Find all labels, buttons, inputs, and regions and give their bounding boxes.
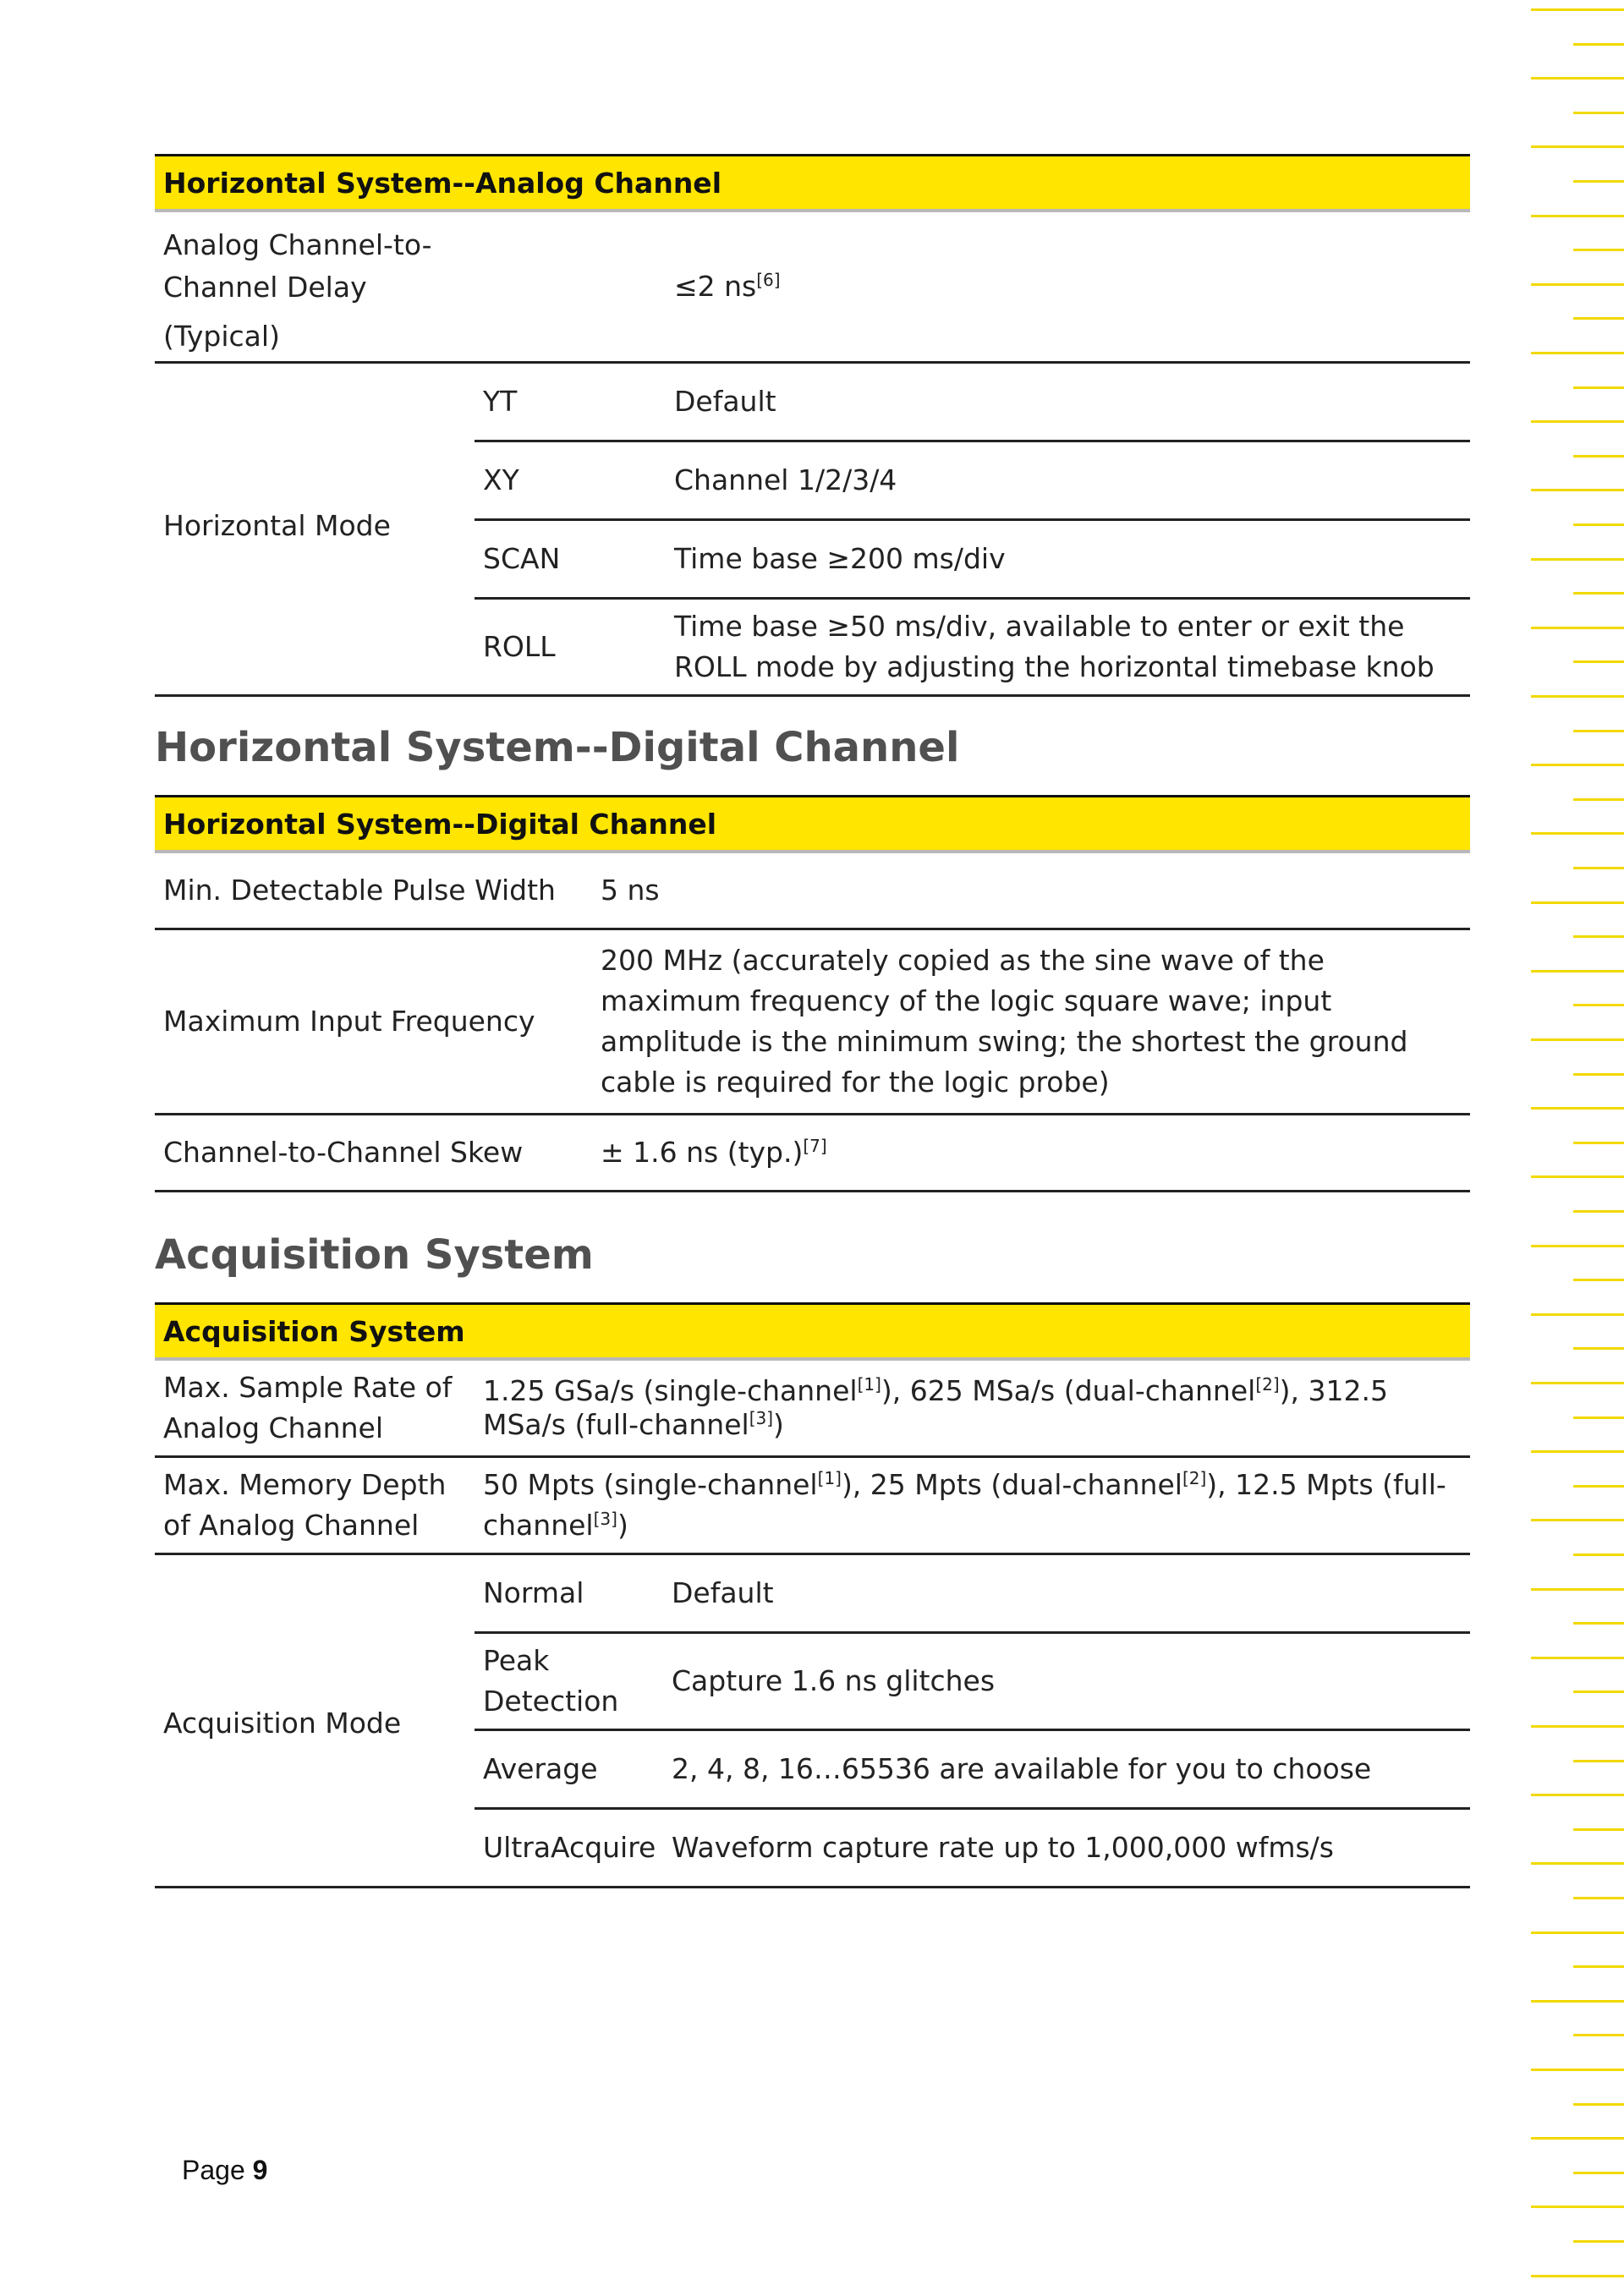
mode-value: Time base ≥200 ms/div	[666, 520, 1470, 599]
rail-tick	[1531, 1450, 1624, 1453]
mode-name: YT	[475, 363, 666, 441]
rail-tick	[1531, 1794, 1624, 1796]
table-row	[155, 211, 1470, 363]
mode-value: Channel 1/2/3/4	[666, 441, 1470, 520]
table-row	[155, 929, 1470, 1115]
analog-channel-table	[155, 154, 1470, 697]
rail-tick	[1573, 180, 1624, 183]
mode-value: Capture 1.6 ns glitches	[663, 1633, 1470, 1730]
rail-tick	[1573, 592, 1624, 595]
rail-tick	[1573, 1828, 1624, 1831]
rail-tick	[1573, 455, 1624, 458]
rail-tick	[1531, 695, 1624, 698]
rail-tick	[1573, 867, 1624, 869]
table-row	[155, 1115, 1470, 1192]
rail-tick	[1573, 798, 1624, 801]
rail-tick	[1573, 1897, 1624, 1899]
rail-tick	[1531, 1382, 1624, 1384]
mode-value: 2, 4, 8, 16…65536 are available for you to choose	[663, 1730, 1470, 1809]
section-title-acquisition: Acquisition System	[155, 1231, 594, 1279]
rail-tick	[1531, 1038, 1624, 1041]
mode-name: XY	[475, 441, 666, 520]
rail-tick	[1531, 215, 1624, 217]
mode-name: ROLL	[475, 599, 666, 696]
rail-tick	[1531, 1862, 1624, 1865]
rail-tick	[1531, 1175, 1624, 1178]
rail-tick	[1531, 1932, 1624, 1934]
rail-tick	[1573, 2172, 1624, 2174]
rail-tick	[1573, 523, 1624, 526]
delay-label: Analog Channel-to- Channel Delay (Typical)	[155, 211, 666, 363]
analog-table-header: Horizontal System--Analog Channel	[155, 156, 1470, 211]
rail-tick	[1573, 935, 1624, 938]
rail-tick	[1573, 2103, 1624, 2106]
spec-label: Max. Sample Rate of Analog Channel	[155, 1359, 475, 1457]
rail-tick	[1531, 283, 1624, 286]
rail-tick	[1531, 901, 1624, 904]
rail-tick	[1531, 420, 1624, 423]
rail-tick	[1573, 1485, 1624, 1488]
table-row	[155, 1457, 1470, 1554]
rail-tick	[1573, 660, 1624, 663]
rail-tick	[1573, 1553, 1624, 1556]
spec-label: Max. Memory Depth of Analog Channel	[155, 1457, 475, 1554]
rail-tick	[1573, 317, 1624, 320]
table-row	[155, 1554, 1470, 1633]
decorative-side-rail	[1531, 0, 1624, 2296]
rail-tick	[1573, 1279, 1624, 1281]
spec-value: 200 MHz (accurately copied as the sine wave of the maximum frequency of the logic square wave; input amplitude is the minimum swing; the shortest the ground cable is required for the logic probe)	[592, 929, 1470, 1115]
mode-value: Default	[663, 1554, 1470, 1633]
rail-tick	[1573, 112, 1624, 114]
rail-tick	[1573, 1690, 1624, 1693]
spec-label: Min. Detectable Pulse Width	[155, 852, 592, 929]
page-label: Page	[182, 2155, 245, 2185]
table-row	[155, 363, 1470, 441]
rail-tick	[1573, 1965, 1624, 1968]
spec-label: Maximum Input Frequency	[155, 929, 592, 1115]
page-footer	[182, 2155, 267, 2186]
rail-tick	[1531, 352, 1624, 354]
rail-tick	[1531, 832, 1624, 835]
rail-tick	[1573, 2034, 1624, 2036]
rail-tick	[1573, 1210, 1624, 1213]
page-number: 9	[252, 2155, 268, 2185]
spec-label: Channel-to-Channel Skew	[155, 1115, 592, 1192]
acquisition-table-header: Acquisition System	[155, 1304, 1470, 1360]
spec-value: ± 1.6 ns (typ.)[7]	[592, 1115, 1470, 1192]
mode-name: Average	[475, 1730, 663, 1809]
rail-tick	[1573, 2240, 1624, 2243]
rail-tick	[1573, 249, 1624, 251]
rail-tick	[1531, 558, 1624, 561]
mode-value: Time base ≥50 ms/div, available to enter or exit the ROLL mode by adjusting the horizontal timebase knob	[666, 599, 1470, 696]
digital-table-header: Horizontal System--Digital Channel	[155, 797, 1470, 852]
acquisition-mode-label: Acquisition Mode	[155, 1554, 475, 1888]
rail-tick	[1573, 1417, 1624, 1419]
rail-tick	[1573, 1760, 1624, 1762]
rail-tick	[1531, 764, 1624, 766]
rail-tick	[1531, 1107, 1624, 1110]
rail-tick	[1531, 2000, 1624, 2003]
horizontal-mode-label: Horizontal Mode	[155, 363, 475, 696]
rail-tick	[1531, 627, 1624, 629]
rail-tick	[1531, 2275, 1624, 2277]
rail-tick	[1531, 2137, 1624, 2140]
rail-tick	[1531, 2206, 1624, 2208]
mode-name: Normal	[475, 1554, 663, 1633]
rail-tick	[1573, 1622, 1624, 1625]
sample-rate-value: 1.25 GSa/s (single-channel[1]), 625 MSa/s (dual-channel[2]), 312.5 MSa/s (full-channel[3])	[475, 1359, 1470, 1457]
rail-tick	[1531, 1519, 1624, 1521]
rail-tick	[1531, 1313, 1624, 1316]
spec-value: 5 ns	[592, 852, 1470, 929]
rail-tick	[1573, 1004, 1624, 1006]
rail-tick	[1531, 1657, 1624, 1659]
rail-tick	[1531, 145, 1624, 148]
rail-tick	[1573, 1347, 1624, 1350]
rail-tick	[1531, 77, 1624, 79]
rail-tick	[1573, 1073, 1624, 1076]
rail-tick	[1531, 1588, 1624, 1591]
table-row	[155, 1359, 1470, 1457]
rail-tick	[1531, 2069, 1624, 2071]
page-content	[155, 154, 1470, 1888]
rail-tick	[1531, 970, 1624, 973]
memory-depth-value: 50 Mpts (single-channel[1]), 25 Mpts (dual-channel[2]), 12.5 Mpts (full-channel[3])	[475, 1457, 1470, 1554]
rail-tick	[1531, 489, 1624, 491]
rail-tick	[1573, 730, 1624, 732]
rail-tick	[1573, 43, 1624, 46]
rail-tick	[1531, 8, 1624, 11]
table-row	[155, 852, 1470, 929]
digital-channel-table	[155, 795, 1470, 1192]
mode-name: UltraAcquire	[475, 1809, 663, 1888]
mode-value: Default	[666, 363, 1470, 441]
rail-tick	[1531, 1245, 1624, 1247]
mode-name: SCAN	[475, 520, 666, 599]
mode-value: Waveform capture rate up to 1,000,000 wfms/s	[663, 1809, 1470, 1888]
acquisition-table	[155, 1302, 1470, 1888]
rail-tick	[1531, 1725, 1624, 1728]
section-title-digital: Horizontal System--Digital Channel	[155, 724, 960, 771]
delay-value: ≤2 ns[6]	[666, 211, 1470, 363]
mode-name: Peak Detection	[475, 1633, 663, 1730]
rail-tick	[1573, 386, 1624, 389]
rail-tick	[1573, 1142, 1624, 1144]
